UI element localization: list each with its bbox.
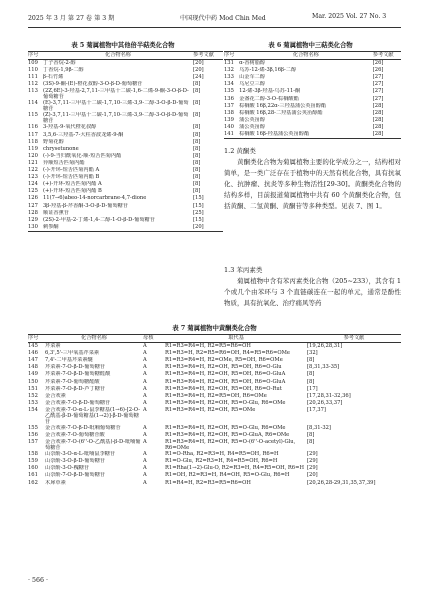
table5-cell: (2S)-2-甲基-2-丁烯-1,4-二醇-1-O-β-D-葡萄糖苷 (43, 216, 155, 223)
table5-cell: (+)-开环-短舌匹菊内酯 B (43, 188, 102, 195)
table7-cell: 150 (28, 378, 38, 385)
table7-cell: A (143, 465, 147, 472)
table5-cell: [8] (193, 100, 201, 107)
table5-cell: 116 (28, 124, 38, 131)
table7-row (28, 357, 401, 364)
table7-cell: [8] (307, 378, 315, 385)
table5-row (28, 74, 223, 81)
table6-cell: [27] (372, 88, 384, 95)
table7-cell: A (143, 406, 147, 413)
table5-cell: [8] (193, 124, 201, 131)
table6-header-row (224, 52, 401, 59)
header-journal: 中国现代中药 Mod Chin Med (180, 15, 266, 22)
table7-row (28, 425, 401, 432)
table7-cell: [32] (307, 350, 318, 357)
table5-cell: 顺证香薰苷 (43, 209, 69, 216)
table7-cell: A (143, 350, 147, 357)
table7-cell: 山奈酚-3-O-α-L-吡喃鼠李糖苷 (45, 451, 116, 458)
table5-cell: 3-羟基-9-氧代橙花叔醇 (43, 124, 97, 131)
table7-cell: 159 (28, 458, 38, 465)
table7-cell: R1=R3=R4=H, R2=OH, R5=OH, R6=O-GluA (165, 378, 286, 385)
table5-col-ref: 参考文献 (193, 52, 214, 58)
table5-cell: (2Z,6E)-3-羟基-2,7,11-三甲基十二碳-1,6-二烯-9-酮-3-O-β-D-葡萄糖苷 (43, 88, 189, 101)
table5-cell: 野菊花醇 (43, 138, 64, 145)
table6-row (224, 131, 401, 138)
table6-col-name: 化合物名称 (292, 52, 319, 58)
table7-cell: [20,26,33,37] (307, 399, 343, 406)
table6-cell: [26] (372, 67, 384, 74)
table7-cell: 金合欢素-7-O-β-D-葡萄糖苷 (45, 399, 111, 406)
table7-cell: R1=R3=R4=H, R2=R5=OH, R6=OMe (165, 392, 267, 399)
table7-cell: R1=R3=R4=H, R2=R5=R6=OH (165, 343, 251, 350)
table5-row (28, 188, 223, 195)
table7-cell: 山奈酚-3-O-槐糖苷 (45, 465, 90, 472)
table5-cell: 120 (28, 152, 38, 159)
table5-cell: [20] (193, 223, 204, 230)
table7-row (28, 386, 401, 393)
table7-cell: 山奈酚-3-O-β-D-葡萄糖苷 (45, 458, 106, 465)
table5-cell: [15] (193, 202, 204, 209)
table6-cell: 金盏花二醇-3-O-棕榈酸酯 (239, 95, 299, 102)
table5-row (28, 181, 223, 188)
table7-cell: [29] (307, 458, 318, 465)
table5-row (28, 132, 223, 139)
table7-row (28, 364, 401, 371)
table6-cell: [28] (372, 102, 384, 109)
table7-cell: [8] (307, 439, 315, 446)
table7-col-name: 化合物名称 (81, 335, 107, 341)
table5 (28, 51, 223, 232)
table5-row (28, 60, 223, 67)
table5-col-name: 化合物名称 (105, 52, 131, 58)
table7-cell: A (143, 399, 147, 406)
table6-body (224, 60, 401, 138)
table7-row (28, 379, 401, 386)
table7-cell: [8,31,33-35] (307, 364, 340, 371)
table7-row (28, 343, 401, 350)
table7-cell: A (143, 357, 147, 364)
table5-col-index: 序号 (28, 52, 39, 58)
table5-row (28, 81, 223, 88)
table7-cell: A (143, 472, 147, 479)
table5-row (28, 224, 223, 231)
table5-cell: (3S)-9-酮-(E)-橙花叔醇-3-O-β-D-葡萄糖苷 (43, 81, 143, 88)
table7-cell: 160 (28, 465, 38, 472)
table6-cell: 131 (224, 60, 234, 67)
table5-row (28, 167, 223, 174)
table6-cell: [28] (372, 116, 384, 123)
table7-cell: 152 (28, 392, 38, 399)
table5-row (28, 67, 223, 74)
table7-col-ref: 参考文献 (343, 335, 365, 341)
table7-header-row (28, 335, 401, 342)
table5-cell: (-)-开环-短舌匹菊内酯 B (43, 174, 100, 181)
table5-row (28, 100, 223, 112)
table7-cell: A (143, 378, 147, 385)
table5-cell: 125 (28, 188, 38, 195)
table5-cell: [8] (193, 138, 201, 145)
table7-cell: 153 (28, 399, 38, 406)
table7-cell: 146 (28, 350, 38, 357)
table7-cell: R1=R3=H, R2=R5=R6=OH, R4=R5=R6=OMe (165, 350, 290, 357)
table7-cell: 156 (28, 432, 38, 439)
table5-cell: [8] (193, 81, 201, 88)
table7-cell: [17,28,31-32,36] (307, 392, 351, 399)
table7-cell: 145 (28, 343, 38, 350)
table6-row (224, 67, 401, 74)
table6-cell: 山金车二醇 (239, 74, 266, 81)
table5-cell: 丁子香烷-2-醇 (43, 60, 76, 67)
table7-col-index: 序号 (28, 335, 39, 341)
table7-cell: 154 (28, 406, 38, 413)
table7-cell: A (143, 439, 147, 446)
section-1-3-heading: 1.3 苯丙素类 (224, 266, 263, 274)
table5-cell: (-)-开环-短舌匹菊内酯 A (43, 167, 100, 174)
table7-cell: 金合欢素-7-O-β-D-吡喃葡萄糖苷 (45, 424, 121, 431)
table5-cell: 丁香烷-1,9β-二醇 (43, 67, 84, 74)
table7-cell: A (143, 451, 147, 458)
table6-cell: 棕榈酸 16β,28-二羟基蒲公英甾醇酯 (239, 109, 323, 116)
table5-cell: [15] (193, 195, 204, 202)
table5-cell: 122 (28, 167, 38, 174)
table5-cell: 3β-羟基-β-芹香酮-3-O-β-D-葡萄糖苷 (43, 202, 129, 209)
table7-cell: R1=R3=R4=H, R2=OMe, R5=OH, R6=OMe (165, 357, 283, 364)
table5-cell: 109 (28, 60, 38, 67)
table7-row (28, 472, 401, 479)
table5-cell: 异顺短舌匹菊内酯 (43, 159, 85, 166)
table5-cell: [15] (193, 216, 204, 223)
table6-row (224, 60, 401, 67)
table6-cell: [28] (372, 131, 384, 138)
table7-cell: A (143, 458, 147, 465)
table7-col-core: 母核 (143, 335, 154, 341)
table6-row (224, 124, 401, 131)
table6-cell: 乌苏-12-烯-3β,16β-二醇 (239, 67, 297, 74)
table7-cell: [8] (307, 371, 315, 378)
table7-row (28, 451, 401, 458)
table7-cell: R1=R3=R4=H, R2=OH, R5=OH, R6=O-Rut (165, 385, 282, 392)
table5-cell: 130 (28, 223, 38, 230)
table7-cell: 149 (28, 371, 38, 378)
table7-cell: R1=O-Rha, R2=R3=H, R4=R5=OH, R6=H (165, 451, 279, 458)
table7-cell: R1=R3=R4=H, R2=OH, R5=O-Glu, R6=OMe (165, 424, 286, 431)
table5-cell: [8] (193, 131, 201, 138)
table7-cell: A (143, 364, 147, 371)
table5-cell: 117 (28, 131, 38, 138)
section-1-2-heading: 1.2 黄酮类 (224, 147, 256, 155)
table7-cell: A (143, 371, 147, 378)
table7-cell: 158 (28, 451, 38, 458)
table6-cell: 132 (224, 67, 234, 74)
header-issue: 2025 年 3 月 第 27 卷 第 3 期 (28, 15, 115, 22)
table7-caption: 表 7 菊属植物中黄酮类化合物 (172, 325, 257, 332)
table5-cell: 114 (28, 100, 38, 107)
table5-cell: 121 (28, 159, 38, 166)
table5-cell: [8] (193, 188, 201, 195)
table7-cell: 木犀草素 (45, 479, 66, 486)
table7-cell: [8,31-32] (307, 424, 331, 431)
table7 (28, 334, 401, 487)
table7-cell: R1=O-Glu, R2=R3=H, R4=R5=OH, R6=H (165, 458, 278, 465)
table7-row (28, 439, 401, 451)
table7-cell: 山奈酚-7-O-β-D-葡萄糖苷 (45, 472, 106, 479)
table7-cell: [8] (307, 432, 315, 439)
table6-cell: 乌尼豆三醇 (239, 81, 266, 88)
table5-row (28, 217, 223, 224)
table7-cell: 芹菜素-7-O-葡萄糖醛酸 (45, 378, 100, 385)
table5-cell: 115 (28, 112, 38, 119)
table7-cell: 芹菜素-7-O-β-D-芦丁糖苷 (45, 385, 106, 392)
table5-cell: 113 (28, 88, 38, 95)
table5-cell: 124 (28, 181, 38, 188)
table7-cell: [29] (307, 451, 318, 458)
table6-cell: 蒲公英甾醇 (239, 123, 266, 130)
table5-row (28, 195, 223, 202)
table6-cell: 135 (224, 88, 234, 95)
table5-cell: [25] (193, 209, 204, 216)
table5-cell: [20] (193, 67, 204, 74)
table7-cell: 芹菜素-7-O-β-D-葡萄糖苷 (45, 364, 106, 371)
table5-cell: 3,5,6-三羟基-7-大柱香波龙烯-9-酮 (43, 131, 124, 138)
table6-cell: 141 (224, 131, 234, 138)
table6-row (224, 88, 401, 95)
table7-cell: R1=R3=R4=H, R2=OH, R5=O-(6''-O-acetyl)-Glu, R6=OMe (165, 439, 296, 452)
table6-cell: 134 (224, 81, 234, 88)
table7-cell: 148 (28, 364, 38, 371)
table5-cell: [8] (193, 112, 201, 119)
table5-row (28, 174, 223, 181)
table6-cell: 137 (224, 102, 234, 109)
table7-cell: 7,4'-二甲基芹菜素醚 (45, 357, 93, 364)
table7-cell: 金合欢素-7-O-(6''-O-乙酰基)-β-D-吡喃葡萄糖苷 (45, 439, 141, 452)
table7-cell: 6,3',5'-三甲氧基芹菜素 (45, 350, 100, 357)
table7-row (28, 465, 401, 472)
table6-cell: [28] (372, 109, 384, 116)
table5-header-row (28, 52, 223, 59)
table5-cell: (Z)-3,7,11-三甲基十二碳-1,7,10-三烯-3,9-二醇-3-O-β-D-葡萄糖苷 (43, 112, 189, 125)
table7-cell: A (143, 343, 147, 350)
table6-bottom-rule (224, 138, 401, 139)
table6-col-ref: 参考文献 (372, 52, 394, 58)
table7-cell: A (143, 385, 147, 392)
table7-cell: R1=R3=R4=H, R2=OH, R5=OH, R6=O-Glu (165, 364, 282, 371)
section-1-2-paragraph: 黄酮类化合物为菊属植物主要的化学成分之一，结构相对简单，是一类广泛存在于植物中的天然有机化合物，具有抗氧化、抗肿瘤、抗炎等多种生物活性[29-30]。黄酮类化合物的结构多样，目前报道菊属植物中共有 60 个黄酮类化合物，包括黄酮、二氢黄酮、黄酮苷等多种类型。见表 7、图 1。 (224, 158, 401, 210)
table6-row (224, 103, 401, 110)
table6-col-index: 序号 (224, 52, 235, 58)
table6-cell: 棕榈酸 16β,22α-三羟基蒲公英甾醇酯 (239, 102, 327, 109)
table6-cell: 蒲公英甾醇 (239, 116, 266, 123)
table7-cell: [29] (307, 465, 318, 472)
table5-row (28, 160, 223, 167)
table7-body (28, 343, 401, 487)
table5-row (28, 146, 223, 153)
table7-cell: 金合欢素-7-O-葡萄糖苷酸 (45, 432, 105, 439)
table7-row (28, 407, 401, 425)
header-date: Mar. 2025 Vol. 27 No. 3 (312, 13, 387, 20)
table5-cell: 刺参酮 (43, 223, 59, 230)
table5-cell: 111 (28, 74, 38, 81)
table5-cell: β-石竹烯 (43, 74, 64, 81)
table7-cell: [17,37] (307, 406, 326, 413)
table7-cell: [20] (307, 472, 318, 479)
table5-cell: (-)-9-当归酰氧化-顺-短舌匹菊内酯 (43, 152, 122, 159)
table5-cell: [8] (193, 174, 201, 181)
table7-cell: 157 (28, 439, 38, 446)
table5-row (28, 112, 223, 124)
table5-cell: [8] (193, 152, 201, 159)
table5-cell: [8] (193, 167, 201, 174)
table5-cell: chrysetunone (43, 145, 79, 152)
table7-cell: 金合欢素-7-O-α-L-鼠李糖基(1→6)-[2-O-乙酰基-β-D-葡萄糖基(1→2)]-β-D-葡萄糖苷 (45, 406, 140, 425)
table5-cell: [24] (193, 74, 204, 81)
table6-cell: 133 (224, 74, 234, 81)
table7-cell: 芹菜素-7-O-β-D-葡萄糖醛酸 (45, 371, 111, 378)
table6-cell: 140 (224, 123, 234, 130)
table6-row (224, 110, 401, 117)
section-1-3-paragraph: 菊属植物中含有苯丙素类化合物（205~233），其含有 1 个或几个由苯环与 3 个直链碳连在一起的单元，通常是酚性物质，具有抗氧化、治疗痛风等药 (224, 277, 401, 307)
table7-cell: 161 (28, 472, 38, 479)
table5-cell: 11(7→6)abeo-14-norcarbrane-4,7-dione (43, 195, 147, 202)
table5-cell: [20] (193, 60, 204, 67)
table7-row (28, 480, 401, 487)
table5-row (28, 210, 223, 217)
table5-cell: 128 (28, 209, 38, 216)
table6-cell: [27] (372, 81, 384, 88)
table6-cell: α-香树脂醇 (239, 60, 266, 67)
table7-cell: 金合欢素 (45, 392, 66, 399)
table7-cell: R1=R3=R4=H, R2=OH, R5=OMe (165, 406, 256, 413)
table7-cell: [17] (307, 385, 318, 392)
table5-cell: [8] (193, 181, 201, 188)
table6-cell: 139 (224, 116, 234, 123)
table5-cell: 129 (28, 216, 38, 223)
table5-caption: 表 5 菊属植物中其他倍半萜类化合物 (71, 42, 175, 49)
table5-cell: (E)-3,7,11-三甲基十二碳-1,7,10-三烯-3,9-二醇-3-O-β-D-葡萄糖苷 (43, 100, 189, 113)
table7-row (28, 371, 401, 378)
table7-cell: R1=Rha(1→2)-Glu-O, R2=R3=H, R4=R5=OH, R6=H (165, 465, 304, 472)
table5-row (28, 203, 223, 210)
table7-row (28, 400, 401, 407)
table7-cell: 151 (28, 385, 38, 392)
table5-bottom-rule (28, 231, 223, 232)
table5-body (28, 60, 223, 231)
table7-cell: [19,26,28,31] (307, 343, 343, 350)
table5-cell: 127 (28, 202, 38, 209)
table5-cell: 126 (28, 195, 38, 202)
table7-cell: A (143, 392, 147, 399)
table7-cell: 芹菜素 (45, 343, 61, 350)
table5-cell: (+)-开环-短舌匹菊内酯 A (43, 181, 102, 188)
table7-row (28, 393, 401, 400)
table6 (224, 51, 401, 139)
table7-cell: R1=R3=R4=H, R2=OH, R5=O-Glu, R6=OMe (165, 399, 286, 406)
table6-cell: 12-烯-3β-羟基-乌苏-11-酮 (239, 88, 301, 95)
table5-cell: [8] (193, 159, 201, 166)
table6-cell: [27] (372, 74, 384, 81)
table6-cell: 棕榈酸 16β-羟基蒲公英甾醇酯 (239, 131, 310, 138)
table7-row (28, 432, 401, 439)
table7-cell: A (143, 479, 147, 486)
table6-cell: [28] (372, 123, 384, 130)
table7-cell: R1=R3=R4=H, R2=OH, R5=OH, R6=O-GluA (165, 371, 286, 378)
table7-cell: R1=R4=H, R2=R3=R5=R6=OH (165, 479, 251, 486)
table7-cell: R1=OH, R2=R3=H, R4=OH, R5=O-Glu, R6=H (165, 472, 290, 479)
table7-cell: [20,26,28-29,31,35,37,39] (307, 479, 376, 486)
table7-cell: 162 (28, 479, 38, 486)
table7-row (28, 350, 401, 357)
header-rule (28, 27, 401, 28)
table7-cell: A (143, 424, 147, 431)
table6-cell: [26] (372, 60, 384, 67)
table5-cell: [8] (193, 145, 201, 152)
table6-cell: [27] (372, 95, 384, 102)
table5-row (28, 124, 223, 131)
table6-row (224, 96, 401, 103)
table6-cell: 136 (224, 95, 234, 102)
table5-row (28, 88, 223, 100)
table5-cell: 123 (28, 174, 38, 181)
table7-cell: A (143, 432, 147, 439)
table7-cell: [8] (307, 357, 315, 364)
table5-cell: 112 (28, 81, 38, 88)
table5-cell: 118 (28, 138, 38, 145)
table7-cell: R1=R3=R4=H, R2=OH, R5=O-GluA, R6=OMe (165, 432, 290, 439)
table6-row (224, 81, 401, 88)
table7-cell: 155 (28, 424, 38, 431)
table7-col-substituent: 取代基 (228, 335, 244, 341)
table5-cell: [8] (193, 88, 201, 95)
table5-cell: 110 (28, 67, 38, 74)
table6-row (224, 74, 401, 81)
table6-cell: 138 (224, 109, 234, 116)
table6-row (224, 117, 401, 124)
table7-row (28, 458, 401, 465)
table5-cell: 119 (28, 145, 38, 152)
table7-cell: 147 (28, 357, 38, 364)
page-number: · 566 · (28, 577, 49, 584)
table5-row (28, 139, 223, 146)
table6-caption: 表 6 菊属植物中三萜类化合物 (268, 42, 353, 49)
table5-row (28, 153, 223, 160)
